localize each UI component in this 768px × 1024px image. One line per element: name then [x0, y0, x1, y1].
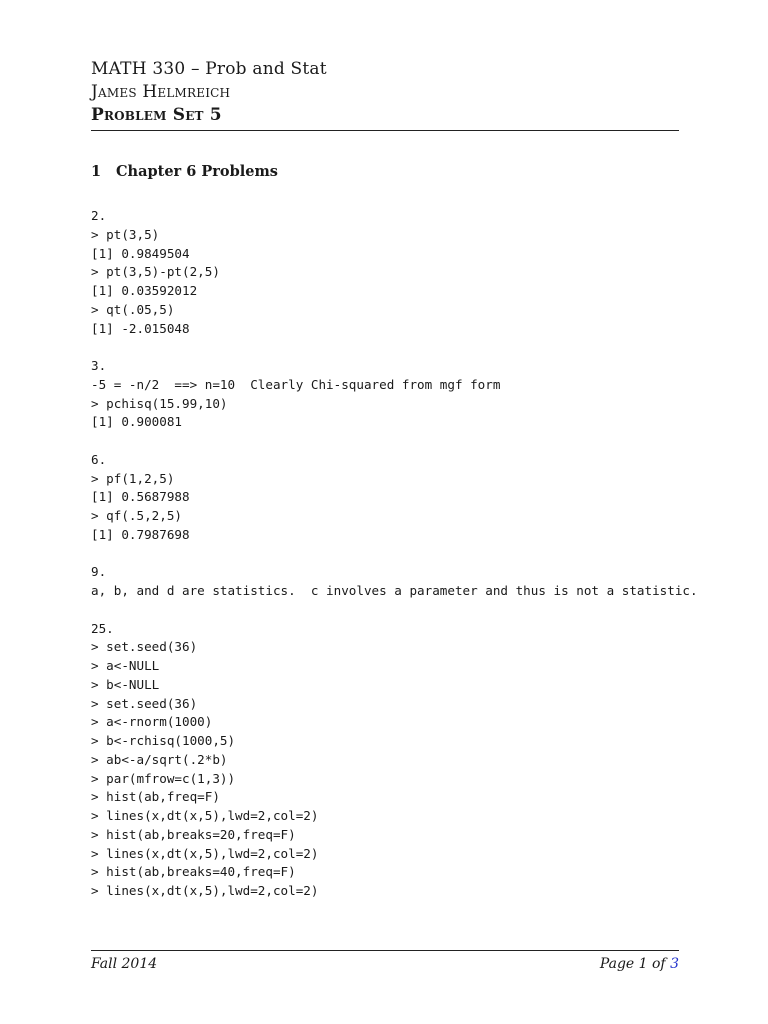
code-line: > a<-rnorm(1000) — [91, 714, 213, 730]
author-name: James Helmreich — [91, 82, 231, 102]
code-line: 25. — [91, 620, 114, 636]
code-line: [1] 0.5687988 — [91, 489, 190, 505]
section-heading — [91, 163, 278, 180]
code-line: > lines(x,dt(x,5),lwd=2,col=2) — [91, 883, 319, 898]
section-title: Chapter 6 Problems — [116, 163, 278, 180]
code-line: > set.seed(36) — [91, 639, 198, 655]
code-line: > b<-NULL — [91, 676, 160, 692]
code-line: > pchisq(15.99,10) — [91, 395, 228, 411]
code-line: 3. — [91, 358, 107, 373]
header-divider — [91, 130, 679, 131]
code-line: > hist(ab,breaks=20,freq=F) — [91, 826, 296, 842]
code-line: > set.seed(36) — [91, 695, 198, 711]
code-line — [91, 338, 698, 357]
footer-term: Fall 2014 — [91, 956, 158, 972]
code-line — [91, 545, 698, 564]
code-line: > pf(1,2,5) — [91, 470, 175, 486]
total-pages-link[interactable]: 3 — [670, 956, 679, 972]
code-line: > pt(3,5)-pt(2,5) — [91, 264, 220, 280]
document-header — [91, 58, 679, 127]
code-line: > pt(3,5) — [91, 226, 160, 242]
course-title: MATH 330 – Prob and Stat — [91, 59, 327, 79]
code-line: > hist(ab,freq=F) — [91, 789, 220, 805]
page-indicator — [600, 956, 679, 972]
code-line: > ab<-a/sqrt(.2*b) — [91, 751, 228, 767]
code-line: 9. — [91, 564, 107, 580]
code-line: 2. — [91, 208, 107, 223]
code-line: > qt(.05,5) — [91, 301, 175, 317]
problem-set-title: Problem Set 5 — [91, 105, 222, 125]
code-line: a, b, and d are statistics. c involves a parameter and thus is not a statistic. — [91, 583, 698, 598]
code-line: 6. — [91, 451, 107, 467]
code-line: > hist(ab,breaks=40,freq=F) — [91, 864, 296, 880]
code-line: -5 = -n/2 ==> n=10 Clearly Chi-squared from mgf form — [91, 376, 501, 392]
code-line: > lines(x,dt(x,5),lwd=2,col=2) — [91, 845, 319, 861]
code-line: > par(mfrow=c(1,3)) — [91, 770, 236, 786]
code-line: [1] 0.9849504 — [91, 245, 190, 261]
code-line: > lines(x,dt(x,5),lwd=2,col=2) — [91, 808, 319, 823]
code-line: [1] 0.03592012 — [91, 283, 198, 298]
code-block — [91, 207, 698, 901]
code-line: [1] 0.7987698 — [91, 526, 190, 542]
code-line: > a<-NULL — [91, 658, 160, 673]
code-line — [91, 432, 698, 451]
page-prefix: Page 1 of — [599, 956, 671, 972]
section-number: 1 — [91, 163, 102, 180]
code-line: > qf(.5,2,5) — [91, 508, 182, 523]
footer-divider — [91, 950, 679, 951]
code-line: [1] -2.015048 — [91, 320, 190, 336]
code-line: [1] 0.900081 — [91, 414, 182, 430]
code-line: > b<-rchisq(1000,5) — [91, 733, 236, 748]
code-line — [91, 601, 698, 620]
